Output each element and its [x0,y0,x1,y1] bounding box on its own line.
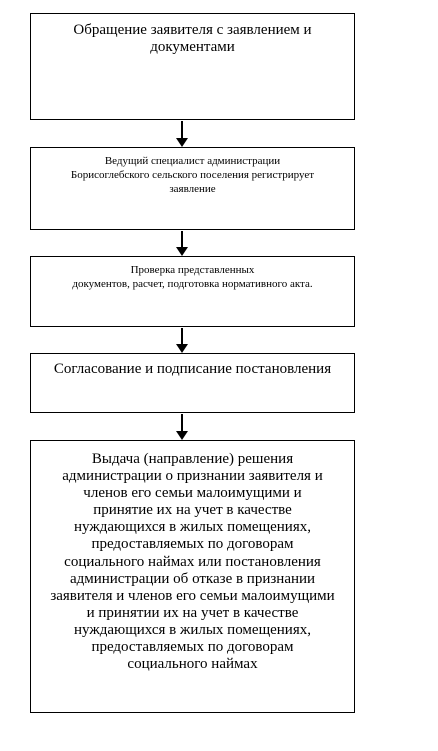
arrow-shaft [181,121,183,138]
step-text-verification: Проверка представленных документов, расчет, подготовка нормативного акта. [72,264,313,290]
flow-arrow-3 [176,328,188,353]
step-text-approval: Согласование и подписание постановления [53,361,332,377]
arrow-shaft [181,231,183,247]
arrow-down-icon [176,247,188,256]
step-text-registration: Ведущий специалист администрации Борисоглебского сельского поселения регистрирует заявление [70,155,315,195]
flow-arrow-2 [176,231,188,256]
flow-arrow-1 [176,121,188,147]
step-box-approval [30,353,355,413]
step-box-registration [30,147,355,230]
flow-arrow-4 [176,414,188,440]
arrow-down-icon [176,431,188,440]
arrow-shaft [181,414,183,431]
arrow-down-icon [176,138,188,147]
step-box-application [30,13,355,120]
step-text-application: Обращение заявителя с заявлением и документами [73,22,312,55]
step-text-decision: Выдача (направление) решения администрации о признании заявителя и членов его семьи малоимущими и принятие их на учет в качестве нуждающихся в жилых помещениях, предоставляемых по договорам социального наймах или постановления администрации об отказе в признании заявителя и членов его семьи малоимущими и принятии их на учет в качестве нуждающихся в жилых помещениях, предоставляемых по договорам социального наймах [50,451,335,673]
step-box-verification [30,256,355,327]
arrow-shaft [181,328,183,344]
arrow-down-icon [176,344,188,353]
step-box-decision [30,440,355,713]
